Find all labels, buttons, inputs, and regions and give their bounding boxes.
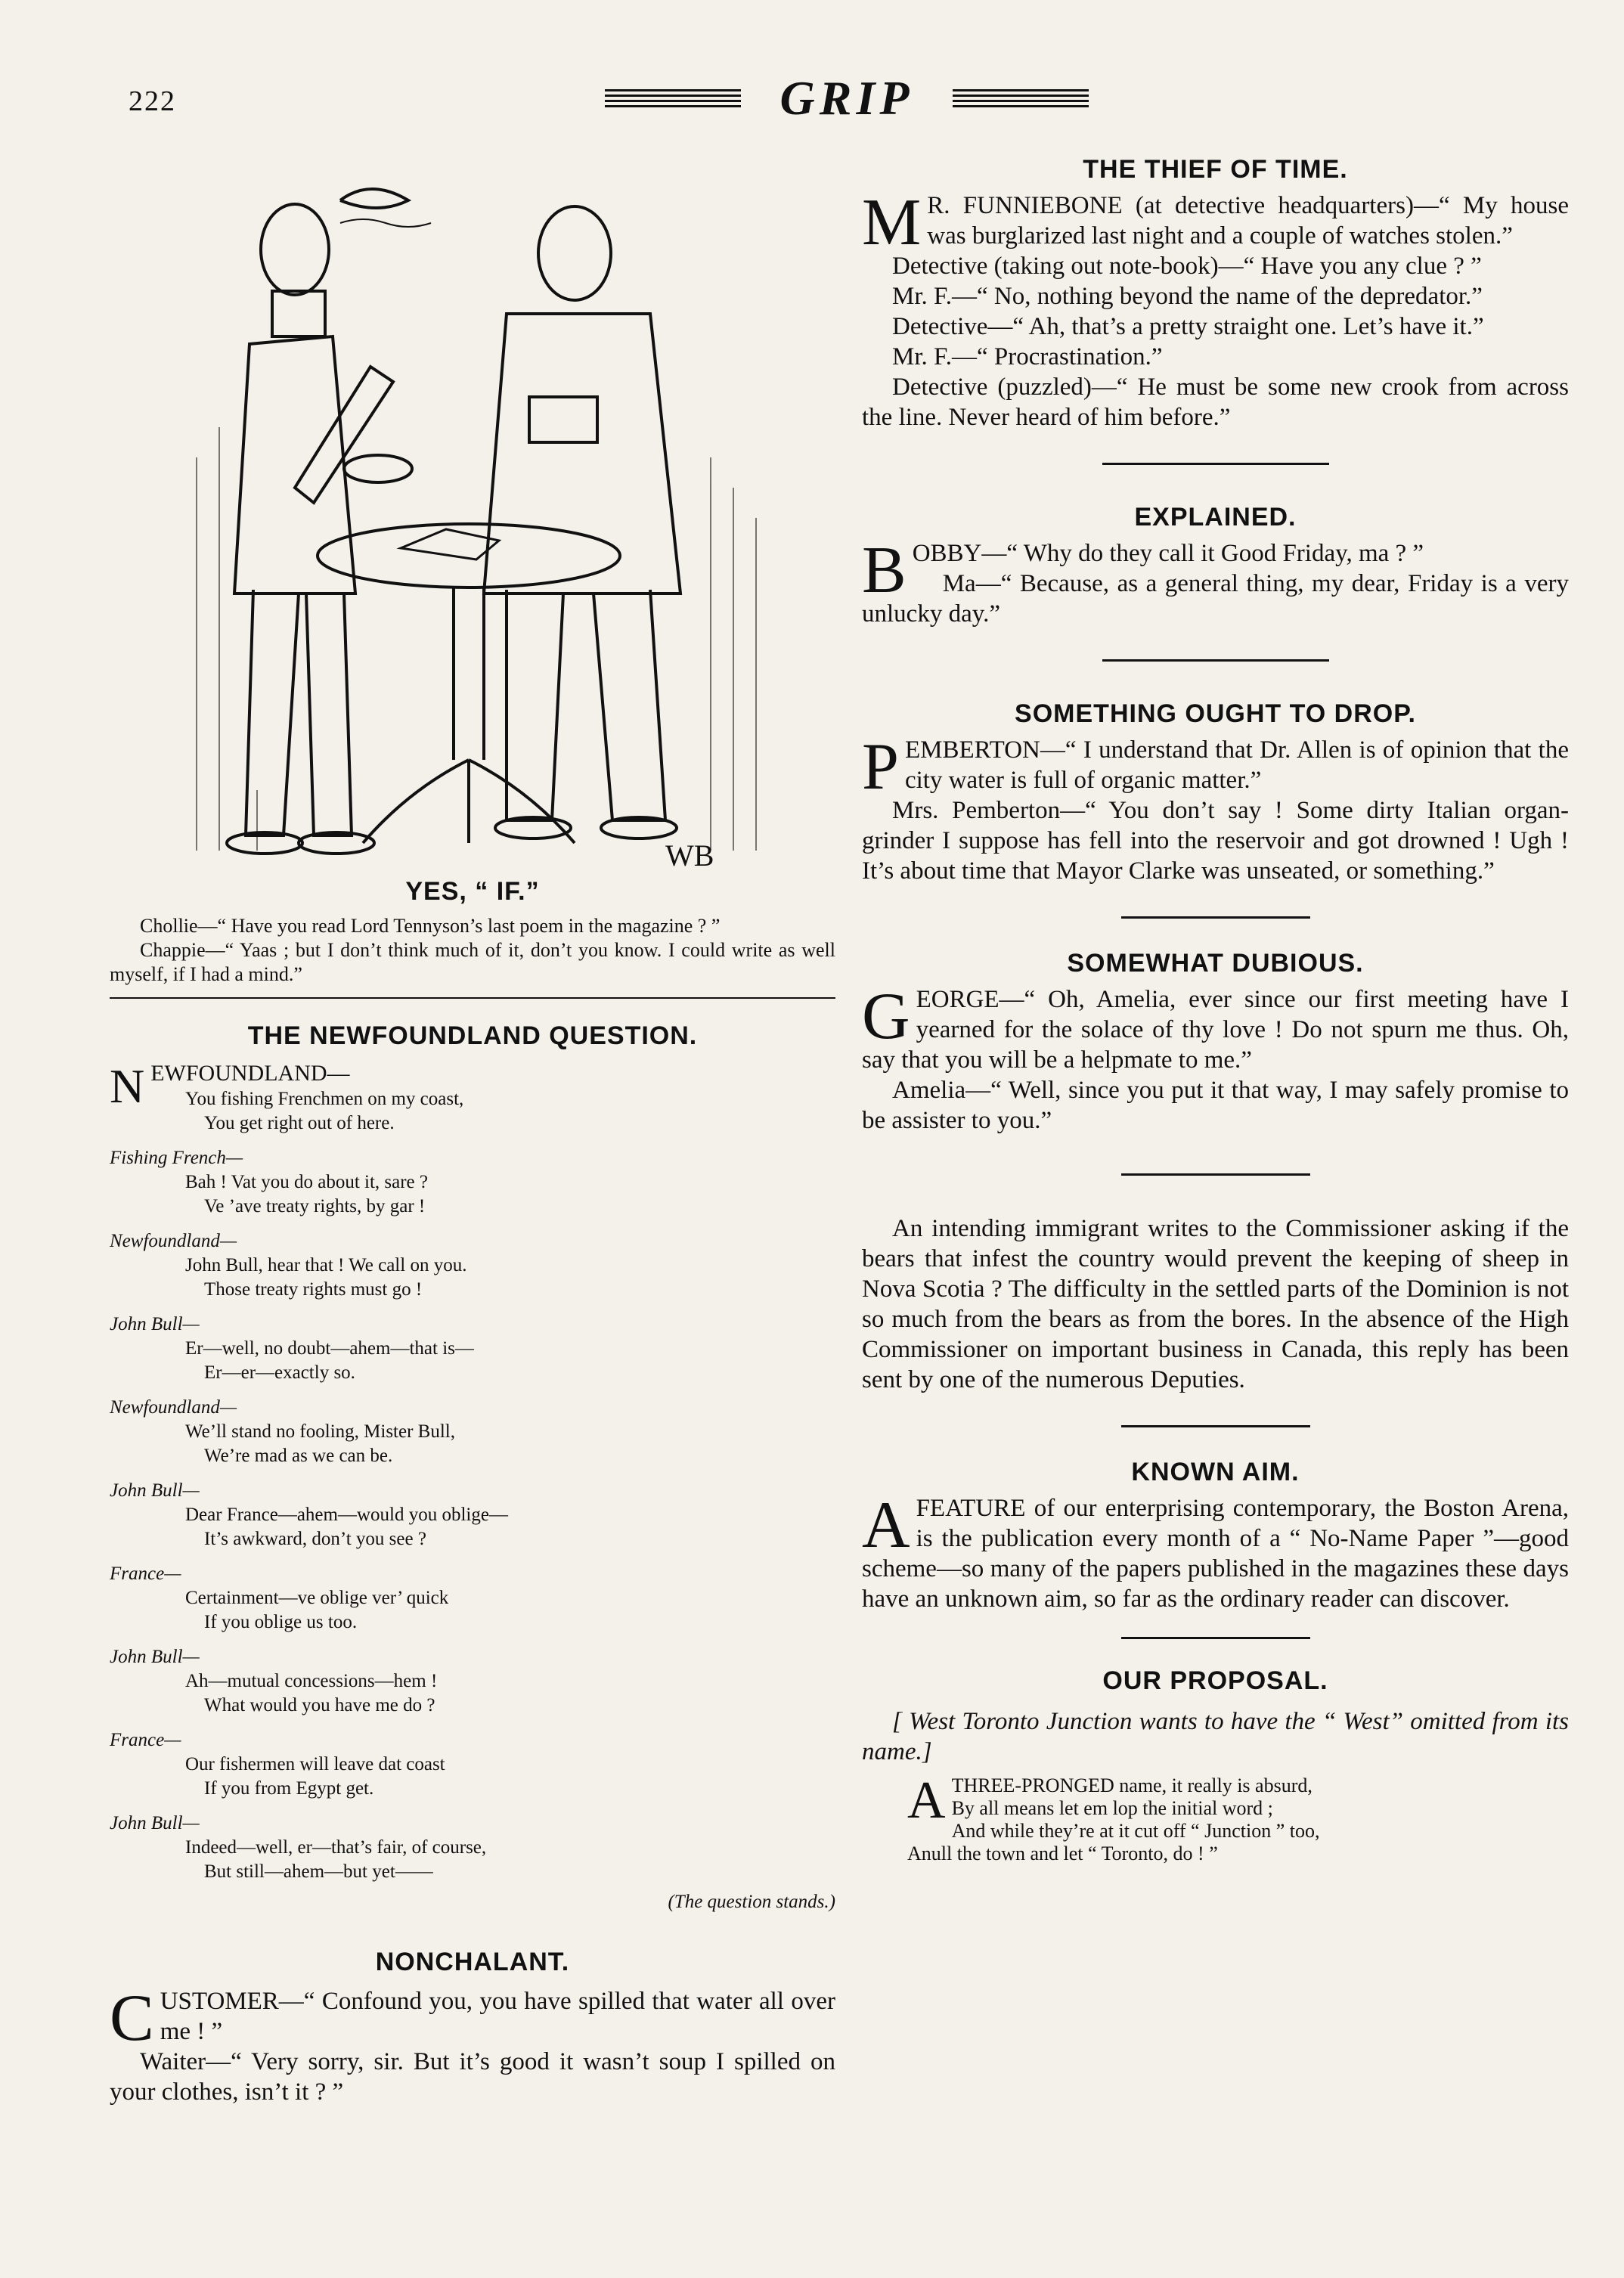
poem-line: But still—ahem—but yet—— <box>204 1861 433 1882</box>
poem-speaker: France— <box>110 1564 181 1584</box>
explained-title: EXPLAINED. <box>1134 503 1297 532</box>
drop-text: EMBERTON—“ I understand that Dr. Allen is of opinion that the city water is full of organic matter.” <box>904 736 1569 794</box>
yes-if-line-2: Chappie—“ Yaas ; but I don’t think much of it, don’t you know. I could write as well myself, if I had a mind.” <box>110 939 835 985</box>
poem-line: You fishing Frenchmen on my coast, <box>185 1089 464 1109</box>
nonchalant-title: NONCHALANT. <box>375 1948 570 1976</box>
thief-p2: Detective (taking out note-book)—“ Have you any clue ? ” <box>892 253 1482 280</box>
poem-line: Ve ’ave treaty rights, by gar ! <box>204 1196 426 1216</box>
drop-cap: A <box>862 1489 910 1562</box>
poem-opening-speaker: EWFOUNDLAND— <box>150 1061 350 1086</box>
dubious-text: EORGE—“ Oh, Amelia, ever since our first meeting have I yearned for the solace of thy love ! Do not spurn me thus. Oh, say that you will be a helpmate to me.” <box>862 986 1569 1074</box>
poem-line: THREE-PRONGED name, it really is absurd, <box>951 1774 1313 1796</box>
divider <box>110 997 835 999</box>
poem-line: Anull the town and let “ Toronto, do ! ” <box>907 1843 1218 1864</box>
poem-line: If you from Egypt get. <box>204 1778 374 1799</box>
drop-title: SOMETHING OUGHT TO DROP. <box>1015 699 1416 728</box>
drop-cap: A <box>907 1771 946 1830</box>
dubious-title: SOMEWHAT DUBIOUS. <box>1067 949 1364 978</box>
poem-line: And while they’re at it cut off “ Junction ” too, <box>951 1820 1320 1842</box>
poem-line: You get right out of here. <box>204 1113 395 1133</box>
poem-line: What would you have me do ? <box>204 1695 435 1715</box>
proposal-intro: [ West Toronto Junction wants to have the “ West” omitted from its name.] <box>862 1708 1569 1765</box>
poem-line: By all means let em lop the initial word ; <box>951 1797 1273 1819</box>
thief-text: R. FUNNIEBONE (at detective headquarters)—“ My house was burglarized last night and a couple of watches stolen.” <box>927 192 1569 249</box>
nonchalant-p2: Waiter—“ Very sorry, sir. But it’s good it wasn’t soup I spilled on your clothes, isn’t it ? ” <box>110 2048 835 2106</box>
explained-p2: Ma—“ Because, as a general thing, my dear, Friday is a very unlucky day.” <box>862 570 1569 628</box>
poem-line: Indeed—well, er—that’s fair, of course, <box>185 1837 487 1858</box>
newfoundland-poem <box>110 1059 835 1914</box>
drop-cap: N <box>110 1059 145 1113</box>
masthead-rule-right <box>953 89 1089 107</box>
divider <box>1121 1173 1310 1176</box>
drop-cap: P <box>862 730 899 804</box>
thief-p4: Detective—“ Ah, that’s a pretty straight one. Let’s have it.” <box>892 313 1484 340</box>
thief-p3: Mr. F.—“ No, nothing beyond the name of the depredator.” <box>892 283 1483 310</box>
drop-p2: Mrs. Pemberton—“ You don’t say ! Some dirty Italian organ-grinder I suppose has fell into the reservoir and got drowned ! Ugh ! It’s about time that Mayor Clarke was unseated, or something.” <box>862 797 1569 885</box>
dubious-p1 <box>862 980 1569 1075</box>
divider <box>1121 916 1310 919</box>
known-aim-p1 <box>862 1489 1569 1614</box>
explained-text: OBBY—“ Why do they call it Good Friday, ma ? ” <box>912 540 1424 567</box>
artist-signature: WB <box>665 838 714 872</box>
proposal-poem <box>862 1771 1569 1865</box>
poem-line: Er—er—exactly so. <box>204 1362 355 1383</box>
nonchalant-text: USTOMER—“ Confound you, you have spilled that water all over me ! ” <box>160 1988 835 2045</box>
poem-line: Er—well, no doubt—ahem—that is— <box>185 1338 474 1359</box>
right-column <box>862 155 1569 1865</box>
thief-p5: Mr. F.—“ Procrastination.” <box>892 343 1163 370</box>
drop-cap: G <box>862 980 910 1053</box>
known-aim-title: KNOWN AIM. <box>1131 1458 1300 1486</box>
yes-if-line-1: Chollie—“ Have you read Lord Tennyson’s last poem in the magazine ? ” <box>140 915 721 937</box>
poem-speaker: Fishing French— <box>110 1148 243 1168</box>
known-aim-text: FEATURE of our enterprising contemporary, the Boston Arena, is the publication every month of a “ No-Name Paper ”—good scheme—so many of the papers published in the magazines these days have an unknown aim, so far as the ordinary reader can discover. <box>862 1495 1569 1613</box>
page-number: 222 <box>129 85 176 117</box>
divider <box>1121 1637 1310 1639</box>
poem-line: John Bull, hear that ! We call on you. <box>185 1255 467 1275</box>
poem-speaker: France— <box>110 1730 181 1750</box>
masthead-rule-left <box>605 89 741 107</box>
thief-p6: Detective (puzzled)—“ He must be some new crook from across the line. Never heard of him before.” <box>862 373 1569 431</box>
poem-speaker: John Bull— <box>110 1813 200 1833</box>
drop-cap: B <box>862 534 907 607</box>
masthead <box>590 71 1104 125</box>
dubious-p2: Amelia—“ Well, since you put it that way, I may safely promise to be assister to you.” <box>862 1077 1569 1134</box>
thief-p1 <box>862 186 1569 259</box>
drop-p1 <box>862 730 1569 804</box>
poem-line: Ah—mutual concessions—hem ! <box>185 1671 438 1691</box>
poem-speaker: Newfoundland— <box>110 1397 237 1418</box>
poem-line: Our fishermen will leave dat coast <box>185 1754 445 1774</box>
divider <box>1102 463 1329 465</box>
poem-speaker: Newfoundland— <box>110 1231 237 1251</box>
divider <box>1121 1425 1310 1427</box>
poem-line: We’re mad as we can be. <box>204 1446 393 1466</box>
masthead-title: GRIP <box>779 71 914 125</box>
poem-line: It’s awkward, don’t you see ? <box>204 1529 426 1549</box>
drop-cap: C <box>110 1982 154 2055</box>
thief-title: THE THIEF OF TIME. <box>1083 155 1348 184</box>
yes-if-title: YES, “ IF.” <box>405 877 540 906</box>
poem-line: If you oblige us too. <box>204 1612 358 1632</box>
divider <box>1102 659 1329 662</box>
poem-line: Dear France—ahem—would you oblige— <box>185 1505 508 1525</box>
poem-speaker: John Bull— <box>110 1314 200 1334</box>
drop-cap: M <box>862 186 922 259</box>
proposal-title: OUR PROPOSAL. <box>1102 1666 1328 1695</box>
nonchalant-p1 <box>110 1982 835 2055</box>
poem-line: We’ll stand no fooling, Mister Bull, <box>185 1421 455 1442</box>
poem-line: Certainment—ve oblige ver’ quick <box>185 1588 449 1608</box>
cartoon-illustration <box>151 170 817 873</box>
poem-closing: (The question stands.) <box>668 1892 835 1912</box>
immigrant-paragraph: An intending immigrant writes to the Commissioner asking if the bears that infest the country would prevent the keeping of sheep in Nova Scotia ? The difficulty in the settled parts of the Dominion is not so much from the bears as from the bores. In the absence of the High Commissioner on important business in Canada, this reply has been sent by one of the numerous Deputies. <box>862 1215 1569 1393</box>
poem-speaker: John Bull— <box>110 1647 200 1667</box>
poem-speaker: John Bull— <box>110 1480 200 1501</box>
poem-line: Bah ! Vat you do about it, sare ? <box>185 1172 428 1192</box>
newfoundland-title: THE NEWFOUNDLAND QUESTION. <box>247 1021 698 1050</box>
poem-line: Those treaty rights must go ! <box>204 1279 423 1300</box>
left-column <box>110 877 835 2107</box>
